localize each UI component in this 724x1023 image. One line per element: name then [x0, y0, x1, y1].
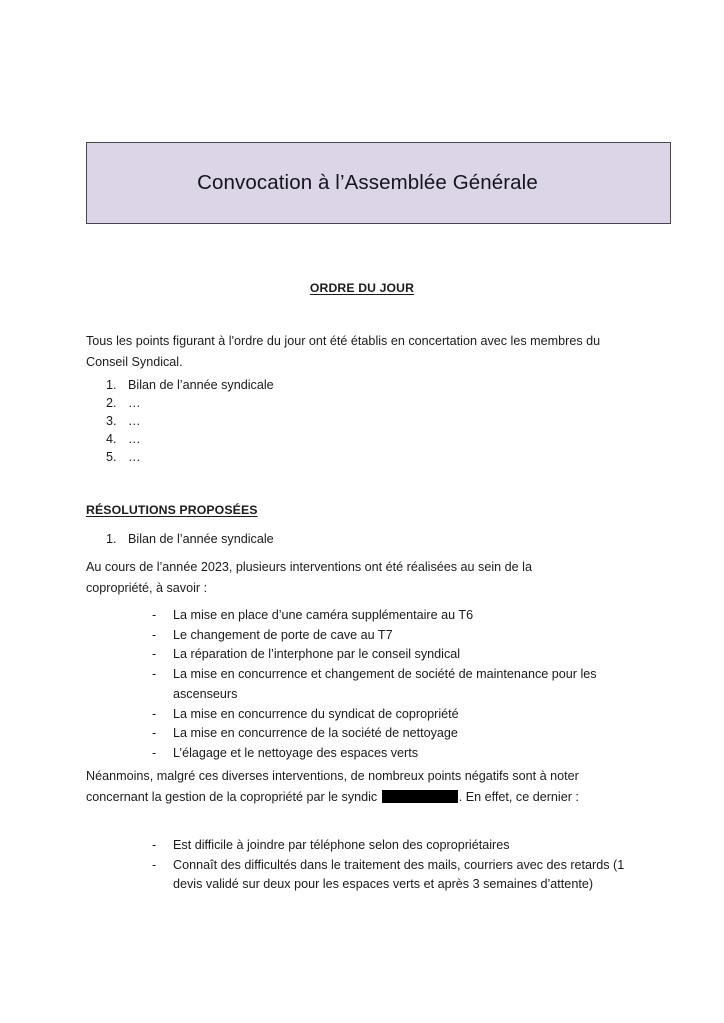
- grievances-intro-before: Néanmoins, malgré ces diverses interventions, de nombreux points négatifs sont à noter concernant la gestion de la copropriété par le syndic: [86, 769, 579, 804]
- list-item: [152, 665, 642, 704]
- list-item-marker: 5.: [106, 449, 117, 464]
- list-item: [86, 431, 274, 449]
- list-item: [86, 449, 274, 467]
- list-item-label: …: [128, 431, 141, 446]
- list-item-marker: 4.: [106, 431, 117, 446]
- list-item: [152, 836, 632, 856]
- agenda-intro-paragraph: Tous les points figurant à l'ordre du jour ont été établis en concertation avec les membres du Conseil Syndical.: [86, 334, 601, 369]
- list-item-label: …: [128, 449, 141, 464]
- list-item: [152, 626, 642, 646]
- list-item-label: Bilan de l’année syndicale: [128, 378, 274, 392]
- list-item: [152, 606, 642, 626]
- list-item-label: Est difficile à joindre par téléphone selon des copropriétaires: [173, 838, 510, 852]
- list-item: [86, 413, 274, 431]
- agenda-list: [86, 377, 274, 467]
- list-item-label: La mise en place d’une caméra supplémentaire au T6: [173, 608, 474, 622]
- interventions-list: [152, 606, 642, 764]
- list-item-label: La réparation de l’interphone par le conseil syndical: [173, 647, 461, 662]
- list-item: [152, 856, 632, 895]
- document-title: Convocation à l’Assemblée Générale: [197, 170, 538, 194]
- list-item-label: …: [128, 395, 141, 410]
- title-banner: [86, 142, 671, 224]
- list-item-marker: 1.: [106, 532, 117, 546]
- list-item-label: Connaît des difficultés dans le traitement des mails, courriers avec des retards (1 devis validé sur deux pour les espaces verts et après 3 semaines d’attente): [173, 857, 625, 892]
- agenda-heading: [0, 278, 724, 299]
- list-item: [152, 744, 642, 764]
- list-item-label: L’élagage et le nettoyage des espaces verts: [173, 745, 419, 760]
- dash-bullet-marker: -: [152, 706, 157, 721]
- list-item-label: Le changement de porte de cave au T7: [173, 627, 393, 642]
- list-item: [86, 377, 274, 395]
- dash-bullet-marker: -: [152, 838, 157, 852]
- dash-bullet-marker: -: [152, 667, 157, 682]
- list-item-marker: 2.: [106, 395, 117, 410]
- list-item: [152, 645, 642, 665]
- grievances-intro-paragraph: [86, 766, 621, 808]
- list-item-label: La mise en concurrence de la société de nettoyage: [173, 726, 458, 741]
- dash-bullet-marker: -: [152, 745, 157, 760]
- dash-bullet-marker: -: [152, 647, 157, 662]
- resolutions-list: [86, 530, 274, 548]
- list-item-marker: 3.: [106, 413, 117, 428]
- dash-bullet-marker: -: [152, 627, 157, 642]
- list-item: [152, 724, 642, 744]
- resolutions-heading-text: RÉSOLUTIONS PROPOSÉES: [86, 503, 258, 517]
- dash-bullet-marker: -: [152, 726, 157, 741]
- dash-bullet-marker: -: [152, 608, 157, 622]
- grievances-list: [152, 836, 632, 895]
- list-item-label: La mise en concurrence du syndicat de copropriété: [173, 706, 459, 721]
- list-item-label: …: [128, 413, 141, 428]
- year-review-paragraph: Au cours de l’année 2023, plusieurs interventions ont été réalisées au sein de la copropriété, à savoir :: [86, 560, 532, 595]
- dash-bullet-marker: -: [152, 857, 157, 872]
- agenda-heading-text: ORDRE DU JOUR: [309, 281, 415, 295]
- redacted-syndic-name: [382, 790, 458, 803]
- list-item: [86, 530, 274, 548]
- list-item-label: La mise en concurrence et changement de société de maintenance pour les ascenseurs: [173, 667, 597, 701]
- list-item: [152, 705, 642, 725]
- list-item: [86, 395, 274, 413]
- list-item-label: Bilan de l’année syndicale: [128, 532, 274, 546]
- grievances-intro-after: . En effet, ce dernier :: [458, 790, 579, 804]
- resolutions-heading: [86, 500, 258, 521]
- list-item-marker: 1.: [106, 378, 117, 392]
